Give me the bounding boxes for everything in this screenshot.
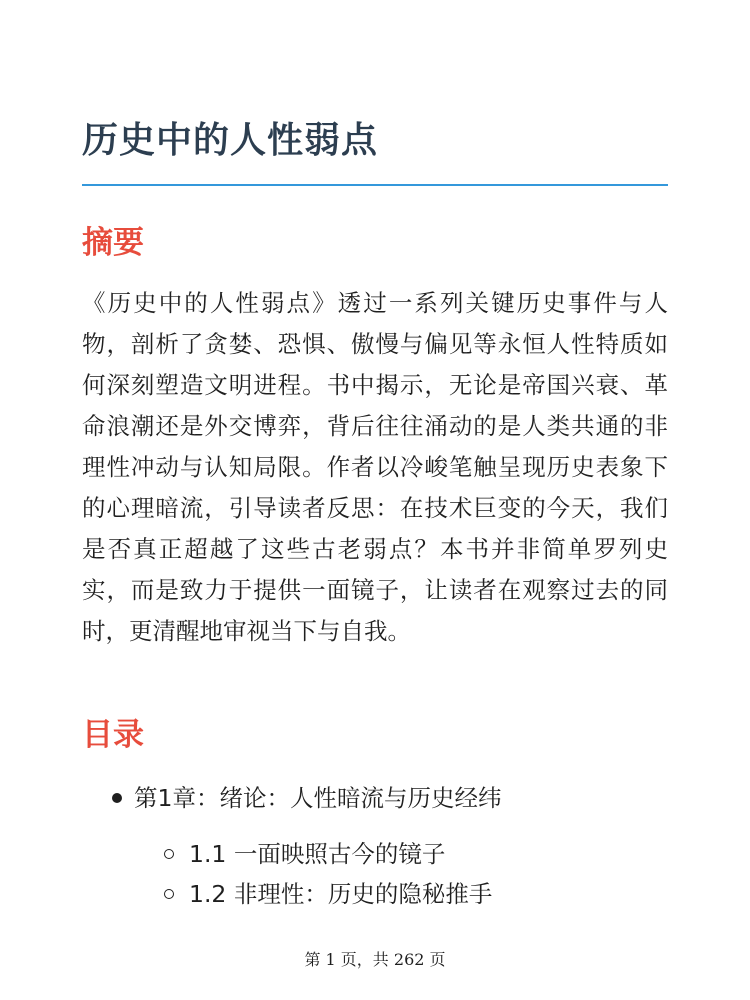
bullet-disc-icon [112,793,122,803]
bullet-circle-icon [164,849,174,859]
page-number-footer: 第 1 页，共 262 页 [304,950,446,969]
title-divider [82,184,668,186]
document-title: 历史中的人性弱点 [82,120,379,161]
toc-section-item[interactable] [134,834,668,874]
abstract-heading: 摘要 [82,225,144,261]
abstract-text: 《历史中的人性弱点》透过一系列关键历史事件与人物，剖析了贪婪、恐惧、傲慢与偏见等永恒人性特质如何深刻塑造文明进程。书中揭示，无论是帝国兴衰、革命浪潮还是外交博弈，背后往往涌动的是人类共通的非理性冲动与认知局限。作者以冷峻笔触呈现历史表象下的心理暗流，引导读者反思：在技术巨变的今天，我们是否真正超越了这些古老弱点？本书并非简单罗列史实，而是致力于提供一面镜子，让读者在观察过去的同时，更清醒地审视当下与自我。 [82,289,668,645]
toc-section-item[interactable] [134,874,668,914]
toc-chapter-label: 第1章：绪论：人性暗流与历史经纬 [134,784,502,812]
toc-sections [82,834,668,914]
bullet-circle-icon [164,889,174,899]
table-of-contents [82,778,668,834]
toc-heading: 目录 [82,717,144,753]
toc-section-label: 1.1 一面映照古今的镜子 [189,840,446,868]
toc-chapter-item[interactable] [82,778,668,818]
toc-section-label: 1.2 非理性：历史的隐秘推手 [189,880,493,908]
